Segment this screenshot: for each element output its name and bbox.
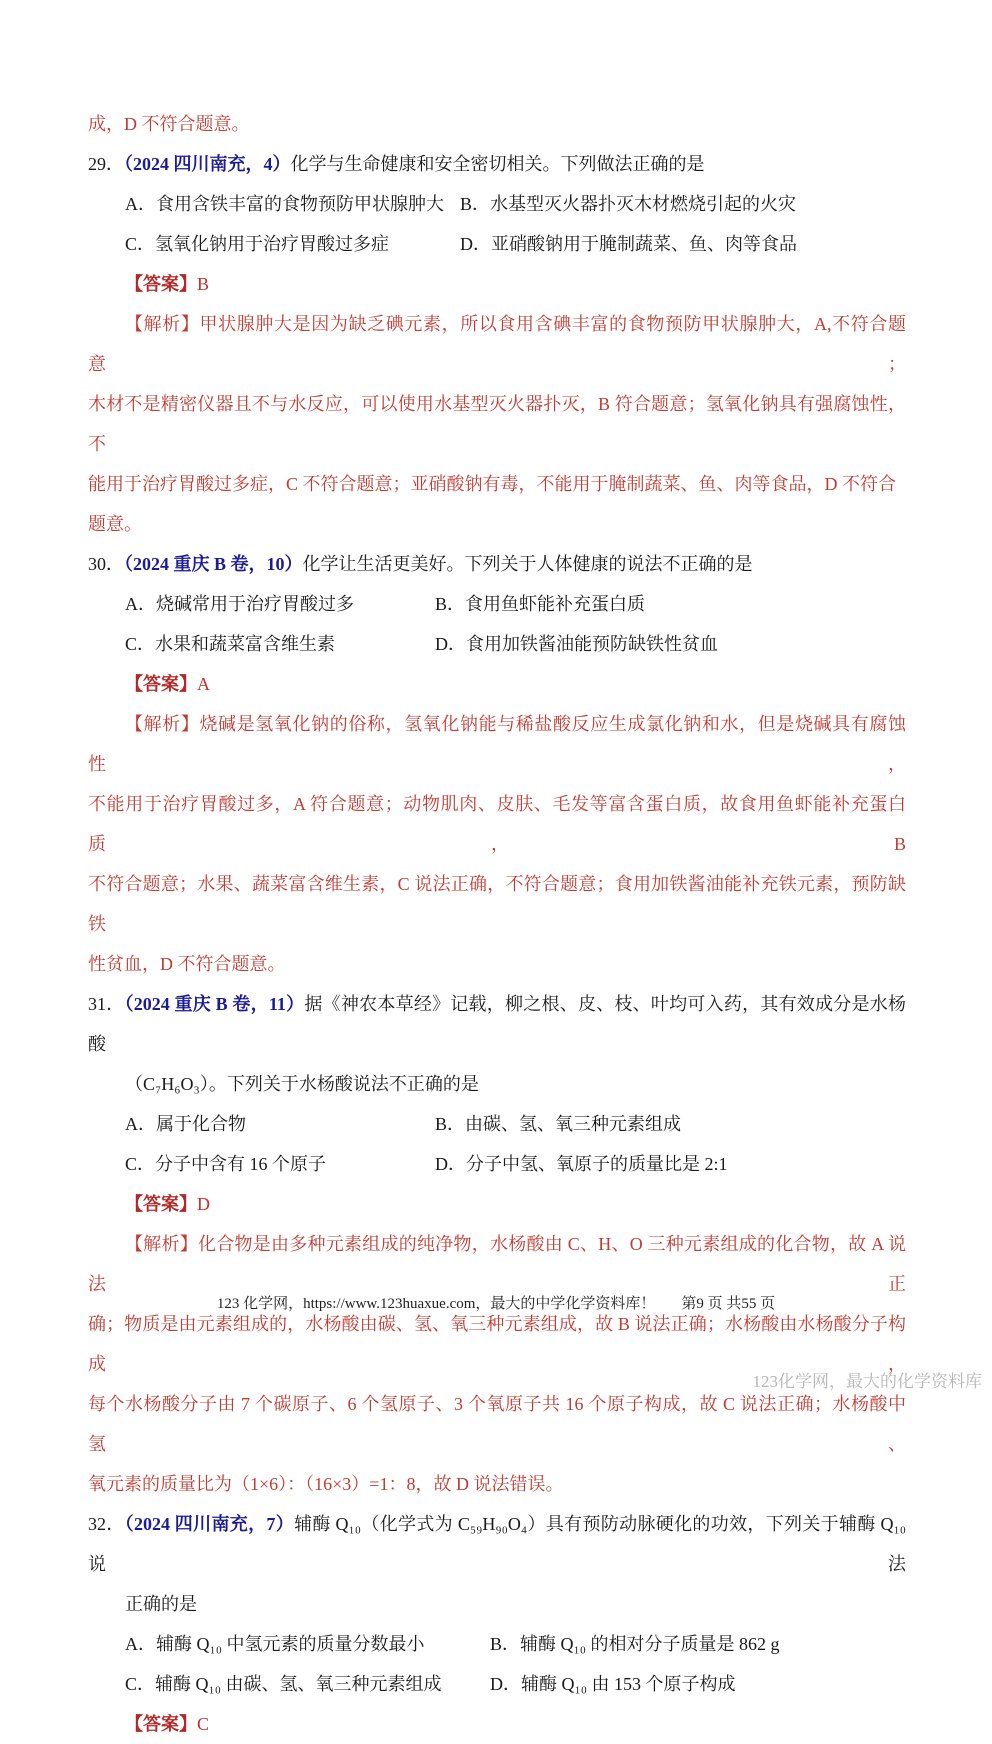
analysis-line: 氧元素的质量比为（1×6）：（16×3）=1：8，故 D 说法错误。 xyxy=(88,1474,564,1494)
option-b: B．辅酶 Q₁₀ 的相对分子质量是 862 g xyxy=(490,1634,780,1654)
answer-label: 【答案】 xyxy=(125,674,197,694)
option-c: C．水果和蔬菜富含维生素 xyxy=(125,634,336,654)
analysis-line: 能用于治疗胃酸过多症，C 不符合题意；亚硝酸钠有毒，不能用于腌制蔬菜、鱼、肉等食品，D 不符合题意。 xyxy=(88,474,897,534)
question-31 xyxy=(88,984,906,1504)
option-a: A．食用含铁丰富的食物预防甲状腺肿大 xyxy=(125,194,444,214)
answer-label: 【答案】 xyxy=(125,1194,197,1214)
question-source: （2024 重庆 B 卷，10） xyxy=(124,554,303,574)
question-29 xyxy=(88,144,906,544)
question-stem-line xyxy=(88,1504,906,1584)
answer-line xyxy=(88,1704,906,1744)
question-number: 30． xyxy=(88,554,124,574)
question-30 xyxy=(88,544,906,984)
question-stem-line xyxy=(88,544,906,584)
question-source: （2024 四川南充，7） xyxy=(124,1514,295,1534)
analysis-fragment: 成，D 不符合题意。 xyxy=(88,114,250,134)
question-stem-continued: 正确的是 xyxy=(125,1594,197,1614)
option-d: D．亚硝酸钠用于腌制蔬菜、鱼、肉等食品 xyxy=(460,234,797,254)
question-stem: 据《神农本草经》记载，柳之根、皮、枝、叶均可入药，其有效成分是水杨酸 xyxy=(88,994,907,1054)
analysis-line: 【解析】化合物是由多种元素组成的纯净物，水杨酸由 C、H、O 三种元素组成的化合物，故 A 说法正 xyxy=(88,1234,906,1294)
question-stem-line xyxy=(88,144,906,184)
options-grid xyxy=(88,1624,906,1704)
analysis xyxy=(88,704,906,984)
analysis xyxy=(88,304,906,544)
analysis-line: 性贫血，D 不符合题意。 xyxy=(88,954,286,974)
question-source: （2024 四川南充，4） xyxy=(124,154,291,174)
option-c: C．分子中含有 16 个原子 xyxy=(125,1154,327,1174)
answer-value: B xyxy=(197,274,210,294)
answer-label: 【答案】 xyxy=(125,274,197,294)
analysis-line: 木材不是精密仪器且不与水反应，可以使用水基型灭火器扑灭，B 符合题意；氢氧化钠具有强腐蚀性，不 xyxy=(88,394,906,454)
option-c: C．辅酶 Q₁₀ 由碳、氢、氧三种元素组成 xyxy=(125,1674,442,1694)
options-grid xyxy=(88,584,906,664)
question-stem-line xyxy=(88,984,906,1064)
footer-site-text: 123 化学网，https://www.123huaxue.com，最大的中学化学资料库！ xyxy=(216,1296,656,1312)
answer-line xyxy=(88,1184,906,1224)
option-d: D．分子中氢、氧原子的质量比是 2:1 xyxy=(435,1154,728,1174)
analysis-line: 确；物质是由元素组成的，水杨酸由碳、氢、氧三种元素组成，故 B 说法正确；水杨酸由水杨酸分子构成， xyxy=(88,1314,906,1374)
question-stem: 化学与生命健康和安全密切相关。下列做法正确的是 xyxy=(290,154,705,174)
question-number: 32． xyxy=(88,1514,125,1534)
option-a: A．烧碱常用于治疗胃酸过多 xyxy=(125,594,354,614)
question-source: （2024 重庆 B 卷，11） xyxy=(124,994,305,1014)
option-d: D．辅酶 Q₁₀ 由 153 个原子构成 xyxy=(490,1674,736,1694)
answer-value: A xyxy=(197,674,210,694)
question-stem-line2 xyxy=(88,1064,906,1104)
analysis-line: 【解析】烧碱是氢氧化钠的俗称，氢氧化钠能与稀盐酸反应生成氯化钠和水，但是烧碱具有腐蚀性， xyxy=(88,714,906,774)
option-b: B．水基型灭火器扑灭木材燃烧引起的火灾 xyxy=(460,194,797,214)
answer-line xyxy=(88,664,906,704)
answer-value: C xyxy=(197,1714,210,1734)
question-stem-continued: （C₇H₆O₃）。下列关于水杨酸说法不正确的是 xyxy=(125,1074,479,1094)
option-b: B．由碳、氢、氧三种元素组成 xyxy=(435,1114,682,1134)
analysis-line: 不能用于治疗胃酸过多，A 符合题意；动物肌肉、皮肤、毛发等富含蛋白质，故食用鱼虾能补充蛋白质，B xyxy=(88,794,906,854)
options-grid xyxy=(88,184,906,264)
page-footer xyxy=(0,1292,992,1316)
option-b: B．食用鱼虾能补充蛋白质 xyxy=(435,594,646,614)
question-stem: 辅酶 Q₁₀（化学式为 C₅₉H₉₀O₄）具有预防动脉硬化的功效，下列关于辅酶 Q₁₀ 说法 xyxy=(88,1514,907,1574)
option-a: A．属于化合物 xyxy=(125,1114,246,1134)
answer-line xyxy=(88,264,906,304)
answer-label: 【答案】 xyxy=(125,1714,197,1734)
option-d: D．食用加铁酱油能预防缺铁性贫血 xyxy=(435,634,718,654)
question-number: 31． xyxy=(88,994,125,1014)
option-c: C．氢氧化钠用于治疗胃酸过多症 xyxy=(125,234,390,254)
options-grid xyxy=(88,1104,906,1184)
answer-value: D xyxy=(197,1194,210,1214)
question-32 xyxy=(88,1504,906,1744)
analysis xyxy=(88,1224,906,1504)
question-stem-line2 xyxy=(88,1584,906,1624)
analysis-line: 不符合题意；水果、蔬菜富含维生素，C 说法正确，不符合题意；食用加铁酱油能补充铁元素，预防缺铁 xyxy=(88,874,906,934)
option-a: A．辅酶 Q₁₀ 中氢元素的质量分数最小 xyxy=(125,1634,425,1654)
analysis-line: 每个水杨酸分子由 7 个碳原子、6 个氢原子、3 个氧原子共 16 个原子构成，故 C 说法正确；水杨酸中氢、 xyxy=(88,1394,906,1454)
page-content xyxy=(88,104,906,1744)
watermark-text: 123化学网，最大的化学资料库 xyxy=(752,1372,982,1391)
question-number: 29． xyxy=(88,154,124,174)
footer-page-number: 第9 页 共55 页 xyxy=(681,1296,776,1312)
analysis-line: 【解析】甲状腺肿大是因为缺乏碘元素，所以食用含碘丰富的食物预防甲状腺肿大，A,不符合题意； xyxy=(88,314,906,374)
question-stem: 化学让生活更美好。下列关于人体健康的说法不正确的是 xyxy=(302,554,753,574)
